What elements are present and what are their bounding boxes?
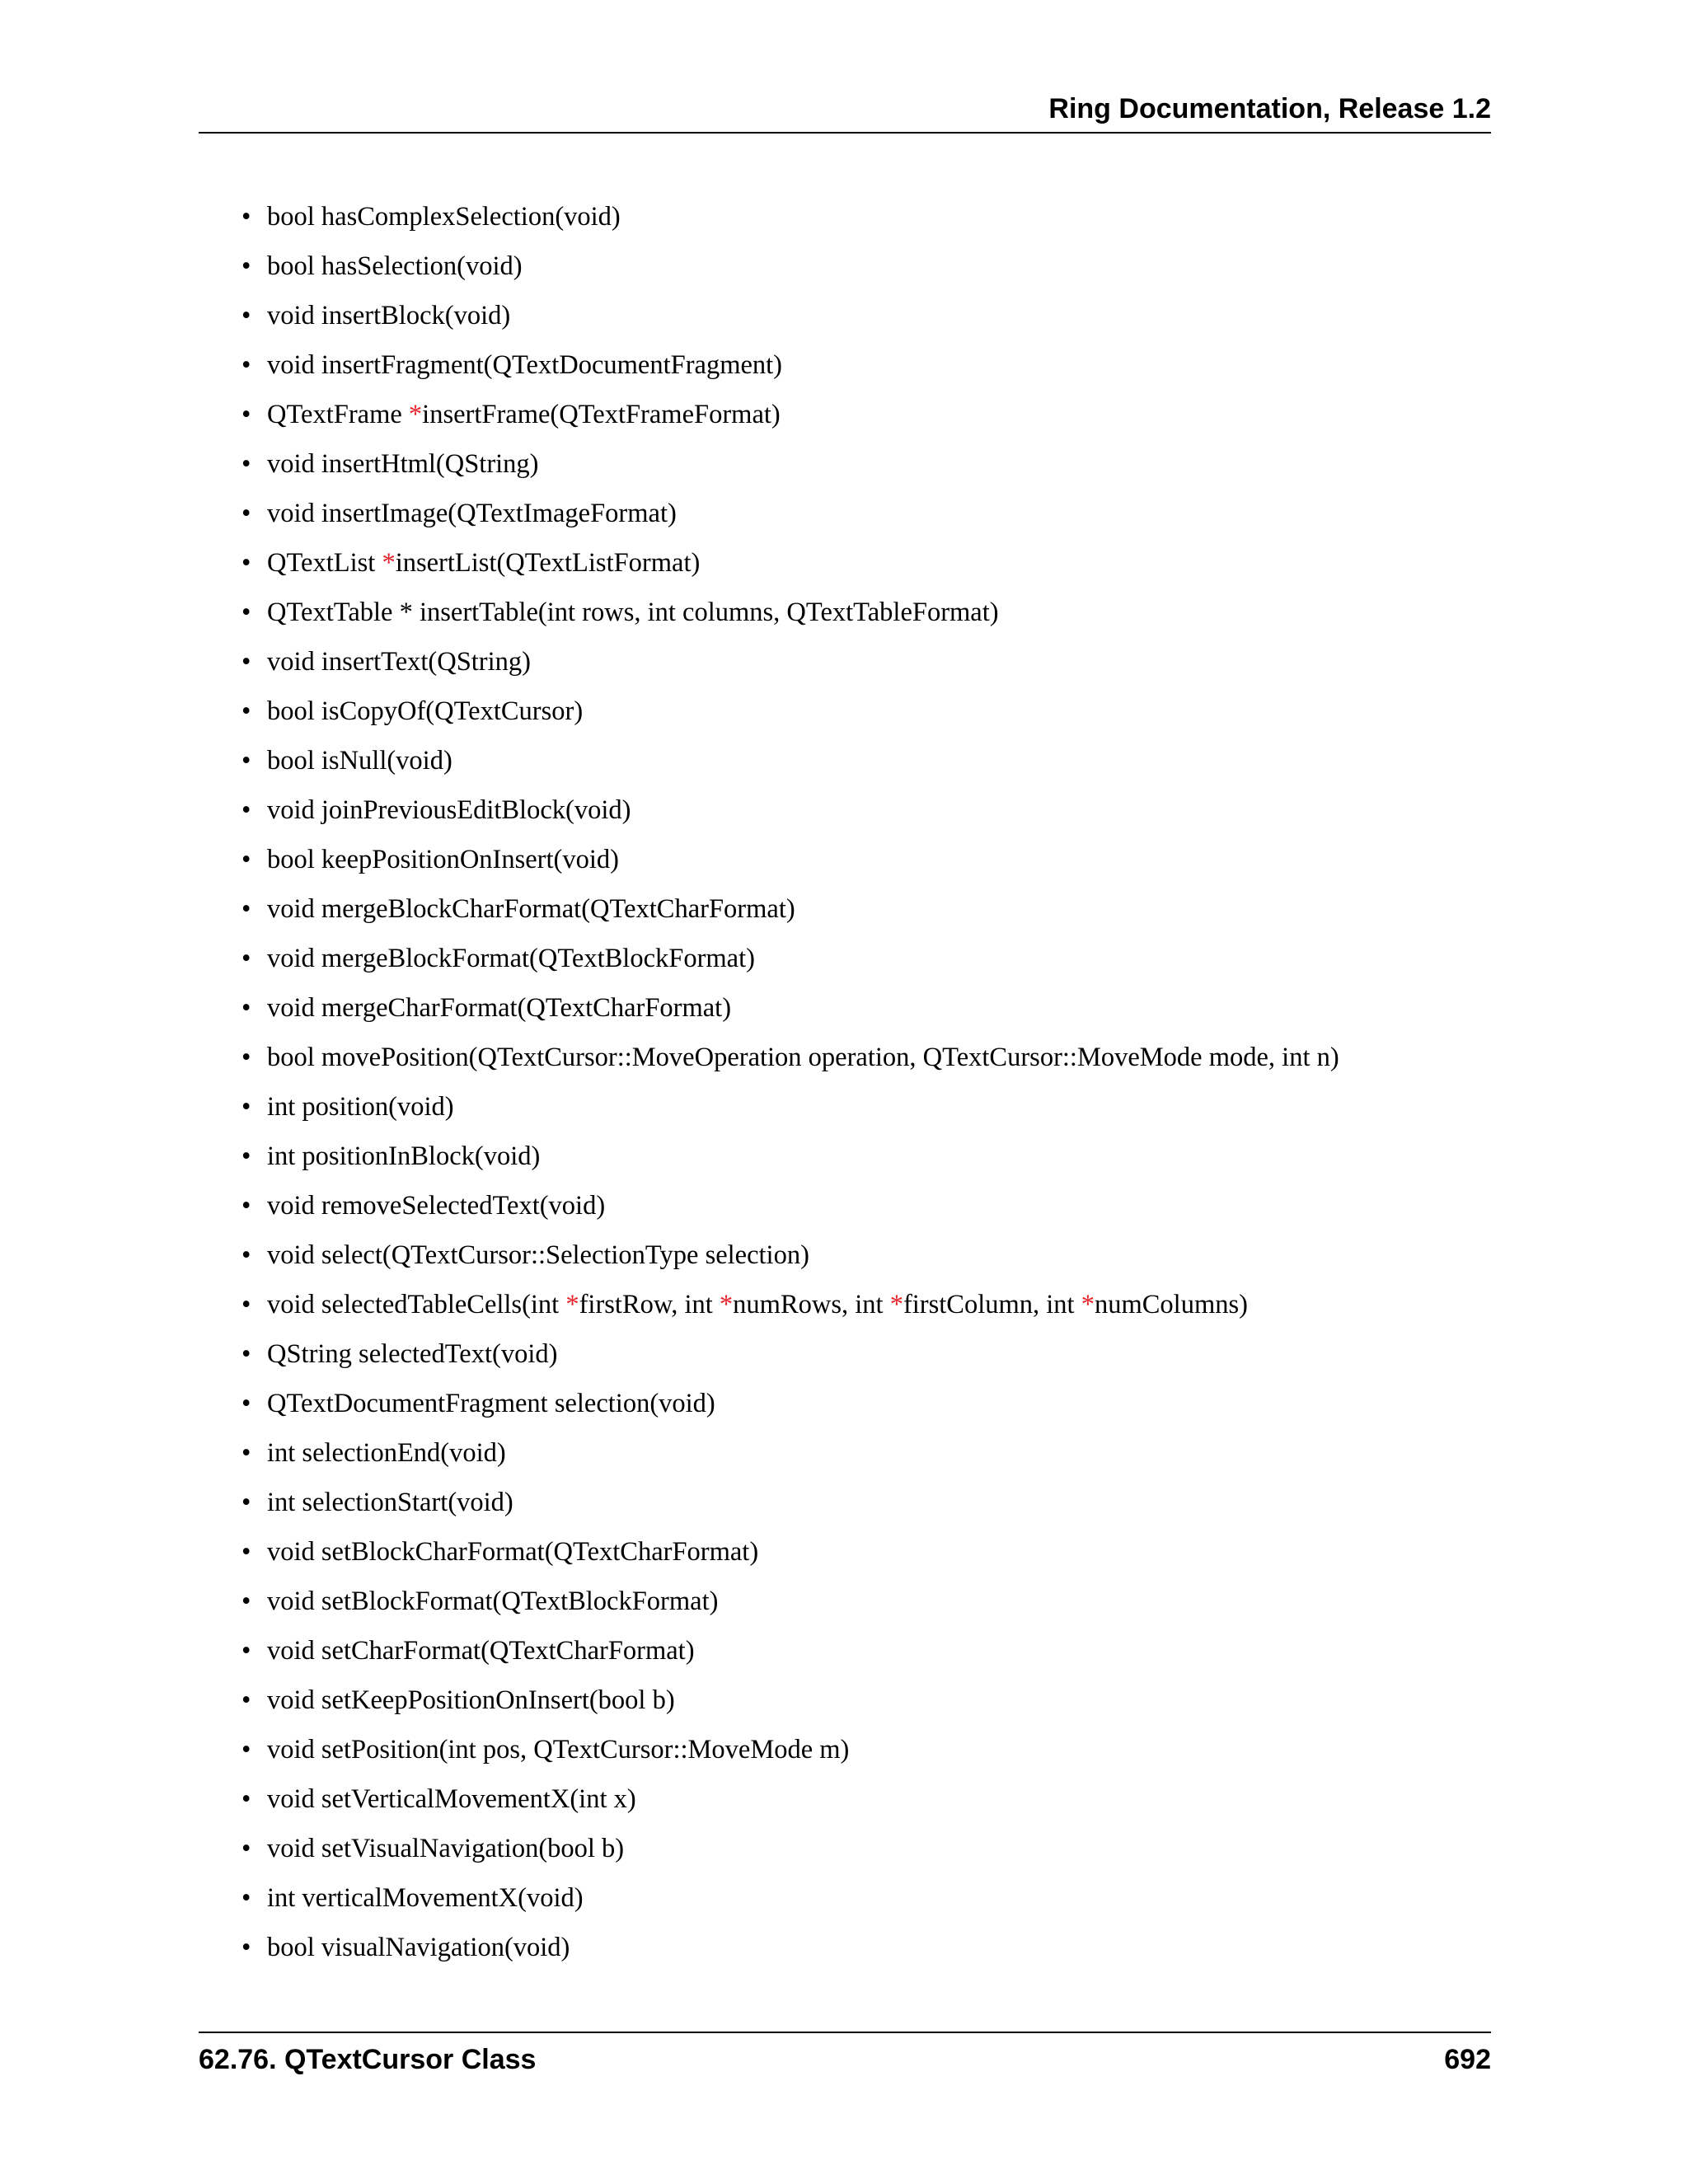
- method-item: [241, 790, 1339, 840]
- pointer-asterisk: *: [382, 548, 396, 578]
- method-signature-text: numColumns): [1094, 1290, 1248, 1319]
- section-title: 62.76. QTextCursor Class: [199, 2044, 537, 2075]
- document-title: Ring Documentation, Release 1.2: [1048, 93, 1491, 124]
- method-item: [241, 1334, 1339, 1384]
- method-signature-text: void removeSelectedText(void): [267, 1191, 606, 1221]
- method-signature-text: QTextList: [267, 548, 382, 578]
- method-list: [241, 197, 1339, 1977]
- method-signature-text: void joinPreviousEditBlock(void): [267, 795, 631, 825]
- method-item: [241, 1730, 1339, 1779]
- method-signature-text: void insertHtml(QString): [267, 449, 539, 479]
- method-signature-text: QString selectedText(void): [267, 1339, 558, 1369]
- method-signature-text: void mergeCharFormat(QTextCharFormat): [267, 993, 732, 1023]
- method-signature-text: bool hasSelection(void): [267, 251, 523, 281]
- method-signature-text: void setCharFormat(QTextCharFormat): [267, 1636, 695, 1666]
- method-item: [241, 1186, 1339, 1235]
- method-signature-text: insertFrame(QTextFrameFormat): [422, 400, 781, 429]
- method-signature-text: firstRow, int: [579, 1290, 720, 1319]
- method-item: [241, 1137, 1339, 1186]
- method-signature-text: void selectedTableCells(int: [267, 1290, 566, 1319]
- method-item: [241, 1087, 1339, 1137]
- method-signature-text: QTextTable * insertTable(int rows, int columns, QTextTableFormat): [267, 598, 999, 627]
- method-signature-text: void mergeBlockCharFormat(QTextCharFormat): [267, 894, 795, 924]
- pointer-asterisk: *: [1081, 1290, 1095, 1319]
- method-signature-text: void setBlockFormat(QTextBlockFormat): [267, 1586, 719, 1616]
- method-signature-text: bool visualNavigation(void): [267, 1933, 570, 1962]
- method-item: [241, 593, 1339, 642]
- method-signature-text: void setKeepPositionOnInsert(bool b): [267, 1685, 675, 1715]
- method-signature-text: bool keepPositionOnInsert(void): [267, 845, 619, 874]
- pointer-asterisk: *: [565, 1290, 579, 1319]
- method-signature-text: void insertBlock(void): [267, 301, 511, 330]
- method-item: [241, 197, 1339, 246]
- method-item: [241, 1235, 1339, 1285]
- method-signature-text: QTextDocumentFragment selection(void): [267, 1389, 715, 1418]
- method-signature-text: void setPosition(int pos, QTextCursor::MoveMode m): [267, 1735, 850, 1765]
- method-signature-text: int positionInBlock(void): [267, 1141, 541, 1171]
- method-item: [241, 1038, 1339, 1087]
- method-item: [241, 395, 1339, 444]
- page-header: [199, 92, 1491, 134]
- method-signature-text: void setBlockCharFormat(QTextCharFormat): [267, 1537, 759, 1567]
- method-item: [241, 988, 1339, 1038]
- page-footer: [199, 2032, 1491, 2083]
- page-number: 692: [1444, 2044, 1491, 2075]
- method-item: [241, 1680, 1339, 1730]
- method-signature-text: int verticalMovementX(void): [267, 1883, 584, 1913]
- method-item: [241, 889, 1339, 939]
- pointer-asterisk: *: [408, 400, 423, 429]
- method-item: [241, 246, 1339, 296]
- method-signature-text: void insertFragment(QTextDocumentFragment): [267, 350, 783, 380]
- method-item: [241, 691, 1339, 741]
- method-item: [241, 939, 1339, 988]
- method-signature-text: bool hasComplexSelection(void): [267, 202, 621, 232]
- method-signature-text: numRows, int: [733, 1290, 890, 1319]
- method-item: [241, 1631, 1339, 1680]
- pointer-asterisk: *: [719, 1290, 734, 1319]
- method-item: [241, 1878, 1339, 1928]
- method-item: [241, 642, 1339, 691]
- method-signature-text: bool isNull(void): [267, 746, 452, 776]
- method-signature-text: void setVerticalMovementX(int x): [267, 1784, 636, 1814]
- method-item: [241, 1582, 1339, 1631]
- method-signature-text: int selectionStart(void): [267, 1488, 513, 1517]
- method-item: [241, 1433, 1339, 1483]
- method-item: [241, 1483, 1339, 1532]
- method-item: [241, 1285, 1339, 1334]
- method-signature-text: int position(void): [267, 1092, 454, 1122]
- method-signature-text: void select(QTextCursor::SelectionType selection): [267, 1240, 809, 1270]
- method-signature-text: void setVisualNavigation(bool b): [267, 1834, 625, 1863]
- method-item: [241, 1779, 1339, 1829]
- method-item: [241, 345, 1339, 395]
- method-signature-text: int selectionEnd(void): [267, 1438, 506, 1468]
- method-item: [241, 543, 1339, 593]
- method-item: [241, 296, 1339, 345]
- method-signature-text: void insertImage(QTextImageFormat): [267, 499, 677, 528]
- method-item: [241, 741, 1339, 790]
- method-signature-text: insertList(QTextListFormat): [395, 548, 701, 578]
- method-signature-text: QTextFrame: [267, 400, 409, 429]
- method-item: [241, 1384, 1339, 1433]
- method-signature-text: firstColumn, int: [903, 1290, 1081, 1319]
- method-item: [241, 1928, 1339, 1977]
- pointer-asterisk: *: [889, 1290, 903, 1319]
- method-item: [241, 1829, 1339, 1878]
- method-signature-text: void insertText(QString): [267, 647, 531, 677]
- method-signature-text: void mergeBlockFormat(QTextBlockFormat): [267, 944, 755, 973]
- method-item: [241, 444, 1339, 494]
- method-item: [241, 840, 1339, 889]
- method-item: [241, 1532, 1339, 1582]
- method-signature-text: bool isCopyOf(QTextCursor): [267, 696, 584, 726]
- method-item: [241, 494, 1339, 543]
- method-signature-text: bool movePosition(QTextCursor::MoveOperation operation, QTextCursor::MoveMode mode, int n): [267, 1043, 1339, 1072]
